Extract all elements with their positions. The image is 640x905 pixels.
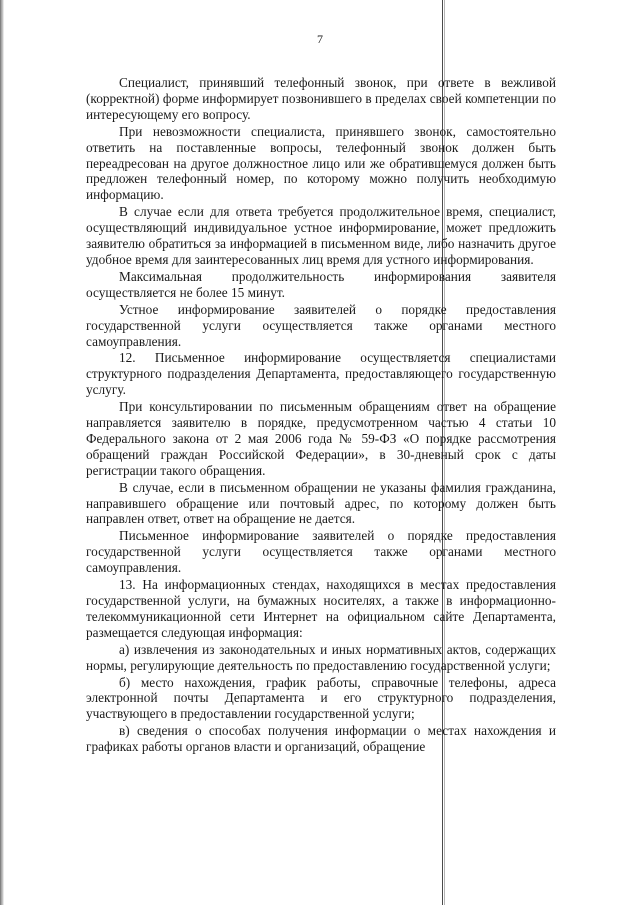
paragraph: Специалист, принявший телефонный звонок, при ответе в вежливой (корректной) форме информирует позвонившего в пределах своей компетенции по интересующему его вопросу.: [86, 75, 556, 122]
page-number: 7: [317, 32, 323, 46]
paragraph: Максимальная продолжительность информирования заявителя осуществляется не более 15 минут.: [86, 268, 556, 300]
paragraph: б) место нахождения, график работы, справочные телефоны, адреса электронной почты Департамента и его структурного подразделения, участвующего в предоставлении государственной услуги;: [86, 674, 556, 722]
paragraph: В случае, если в письменном обращении не указаны фамилия гражданина, направившего обращение или почтовый адрес, по которому должен быть направлен ответ, ответ на обращение не дается.: [86, 479, 556, 527]
paragraph: 12. Письменное информирование осуществляется специалистами структурного подразделения Департамента, предоставляющего государственную услугу.: [86, 350, 556, 398]
paragraph: а) извлечения из законодательных и иных нормативных актов, содержащих нормы, регулирующие деятельность по предоставлению государственной услуги;: [86, 641, 556, 673]
paragraph: Устное информирование заявителей о порядке предоставления государственной услуги осуществляется также органами местного самоуправления.: [86, 301, 556, 349]
paragraph: Письменное информирование заявителей о порядке предоставления государственной услуги осуществляется также органами местного самоуправления.: [86, 528, 556, 576]
paragraph: 13. На информационных стендах, находящихся в местах предоставления государственной услуги, на бумажных носителях, а также в информационно-телекоммуникационной сети Интернет на официальном сайте Департамента, размещается следующая информация:: [86, 577, 556, 640]
paragraph: в) сведения о способах получения информации о местах нахождения и графиках работы органов власти и организаций, обращение: [86, 723, 556, 755]
paragraph: В случае если для ответа требуется продолжительное время, специалист, осуществляющий индивидуальное устное информирование, может предложить заявителю обратиться за информацией в письменном виде, либо назначить другое удобное время для заинтересованных лиц время для устного информирования.: [86, 204, 556, 267]
document-body: [86, 75, 556, 756]
scan-left-edge: [0, 0, 4, 905]
paragraph: При консультировании по письменным обращениям ответ на обращение направляется заявителю в порядке, предусмотренном частью 4 статьи 10 Федерального закона от 2 мая 2006 года № 59-ФЗ «О порядке рассмотрения обращений граждан Российской Федерации», в 30-дневный срок с даты регистрации такого обращения.: [86, 399, 556, 478]
paragraph: При невозможности специалиста, принявшего звонок, самостоятельно ответить на поставленные вопросы, телефонный звонок должен быть переадресован на другое должностное лицо или же обратившемуся должен быть предложен телефонный номер, по которому можно получить необходимую информацию.: [86, 123, 556, 203]
